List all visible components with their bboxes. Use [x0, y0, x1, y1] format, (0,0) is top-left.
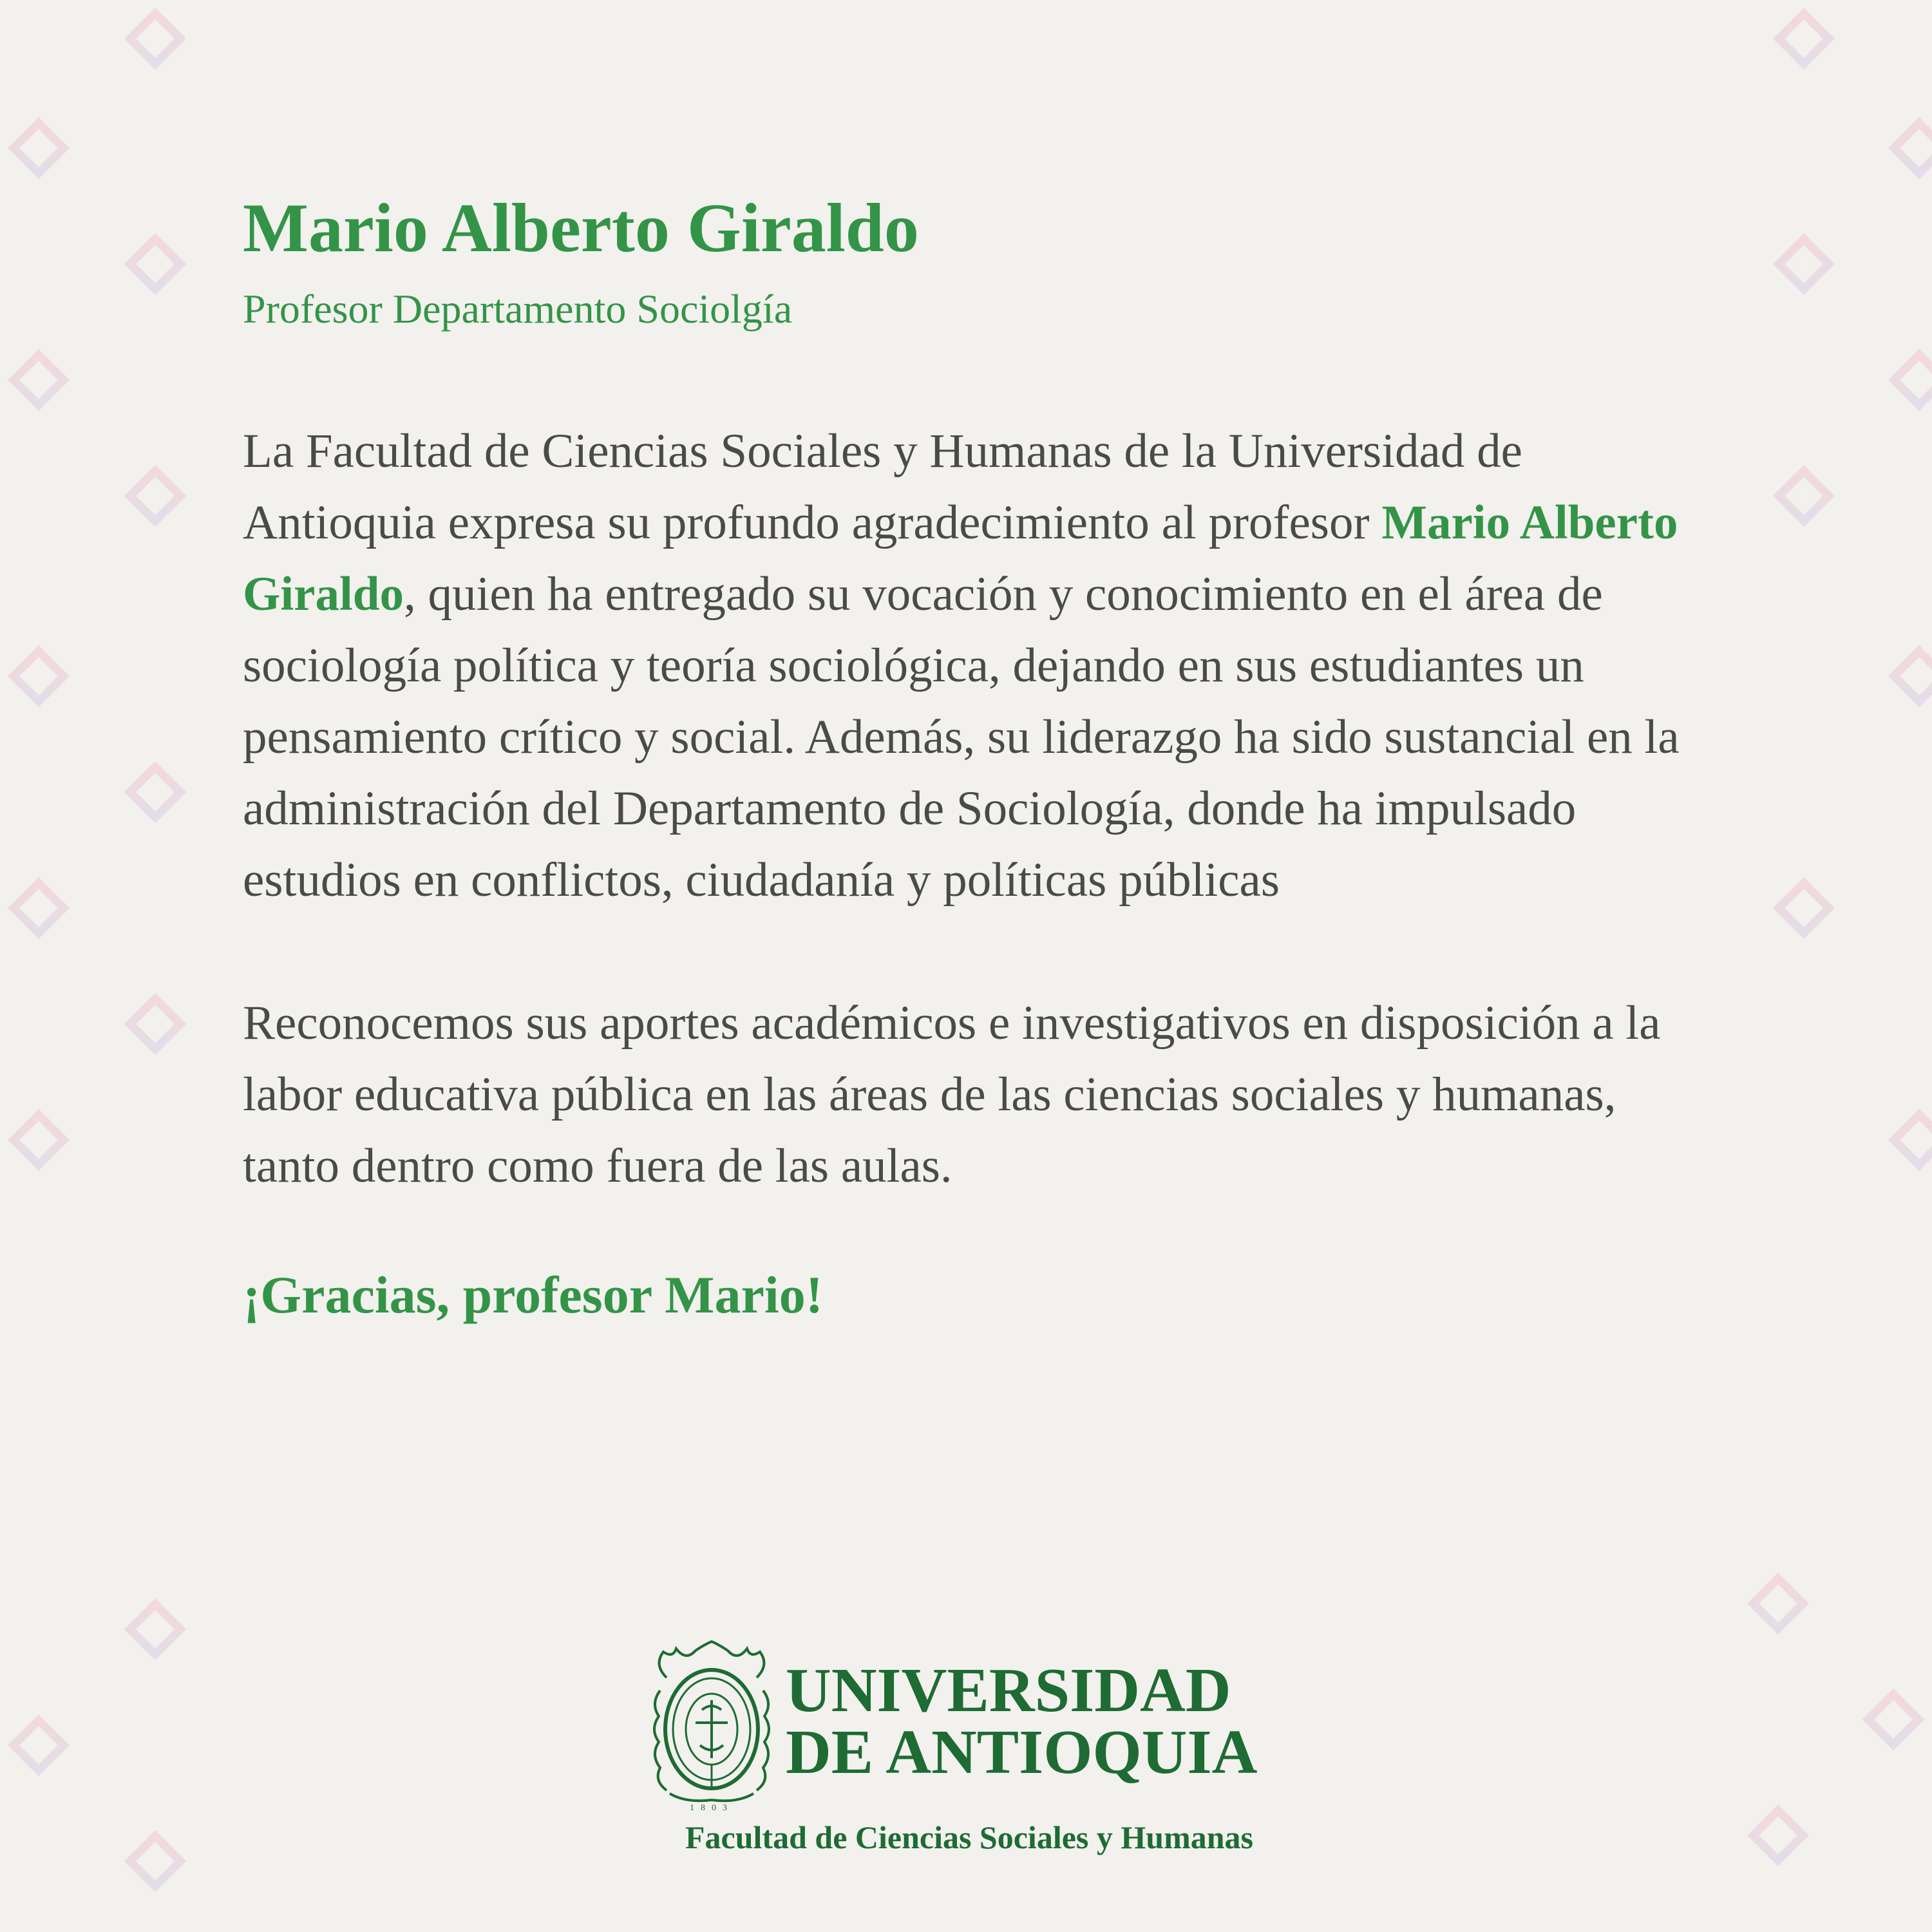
- main-content: [243, 184, 1685, 1331]
- highlighted-name: Mario Alberto Giraldo: [243, 496, 1678, 621]
- decorative-diamond: [124, 465, 186, 527]
- paragraph-lead: La Facultad de Ciencias Sociales y Humanas de la Universidad de Antioquia expresa su profundo agradecimiento al profesor: [243, 424, 1522, 549]
- decorative-diamond: [124, 993, 186, 1055]
- thanks-message: ¡Gracias, profesor Mario!: [243, 1265, 823, 1324]
- decorative-diamond: [1747, 1573, 1809, 1634]
- decorative-diamond: [8, 117, 70, 179]
- professor-name-heading: Mario Alberto Giraldo: [243, 190, 919, 267]
- decorative-diamond: [8, 1714, 70, 1776]
- university-seal-icon: [647, 1639, 776, 1813]
- decorative-diamond: [1773, 465, 1835, 527]
- university-name-line1: UNIVERSIDAD: [786, 1656, 1231, 1725]
- decorative-diamond: [1773, 233, 1835, 295]
- decorative-diamond: [1773, 877, 1835, 939]
- decorative-diamond: [1862, 1689, 1924, 1750]
- decorative-diamond: [124, 1830, 186, 1892]
- paragraph-recognition: Reconocemos sus aportes académicos e investigativos en disposición a la labor educativa pública en las áreas de las ciencias sociales y humanas, tanto dentro como fuera de las aulas.: [243, 996, 1661, 1193]
- professor-subtitle: Profesor Departamento Sociolgía: [243, 286, 793, 332]
- decorative-diamond: [124, 8, 186, 70]
- paragraph-rest: , quien ha entregado su vocación y conocimiento en el área de sociología política y teoría sociológica, dejando en sus estudiantes un pensamiento crítico y social. Además, su liderazgo ha sido sustancial en la administración del Departamento de Sociología, donde ha impulsado estudios en conflictos, ciudadanía y políticas públicas: [243, 567, 1680, 907]
- decorative-diamond: [124, 233, 186, 295]
- decorative-diamond: [124, 761, 186, 823]
- university-name-line2: DE ANTIOQUIA: [786, 1718, 1258, 1787]
- faculty-name: Facultad de Ciencias Sociales y Humanas: [685, 1819, 1253, 1855]
- decorative-diamond: [124, 1598, 186, 1660]
- decorative-diamond: [1888, 1109, 1932, 1171]
- seal-year: 1803: [690, 1803, 734, 1813]
- decorative-diamond: [1888, 349, 1932, 411]
- decorative-diamond: [8, 349, 70, 411]
- university-name: [786, 1656, 1258, 1787]
- decorative-diamond: [8, 877, 70, 939]
- decorative-diamond: [1888, 117, 1932, 179]
- decorative-diamond: [8, 645, 70, 707]
- decorative-diamond: [1747, 1804, 1809, 1866]
- decorative-diamond: [1773, 8, 1835, 70]
- paragraph-acknowledgement: [243, 415, 1685, 916]
- decorative-diamond: [8, 1109, 70, 1171]
- decorative-diamond: [1888, 645, 1932, 707]
